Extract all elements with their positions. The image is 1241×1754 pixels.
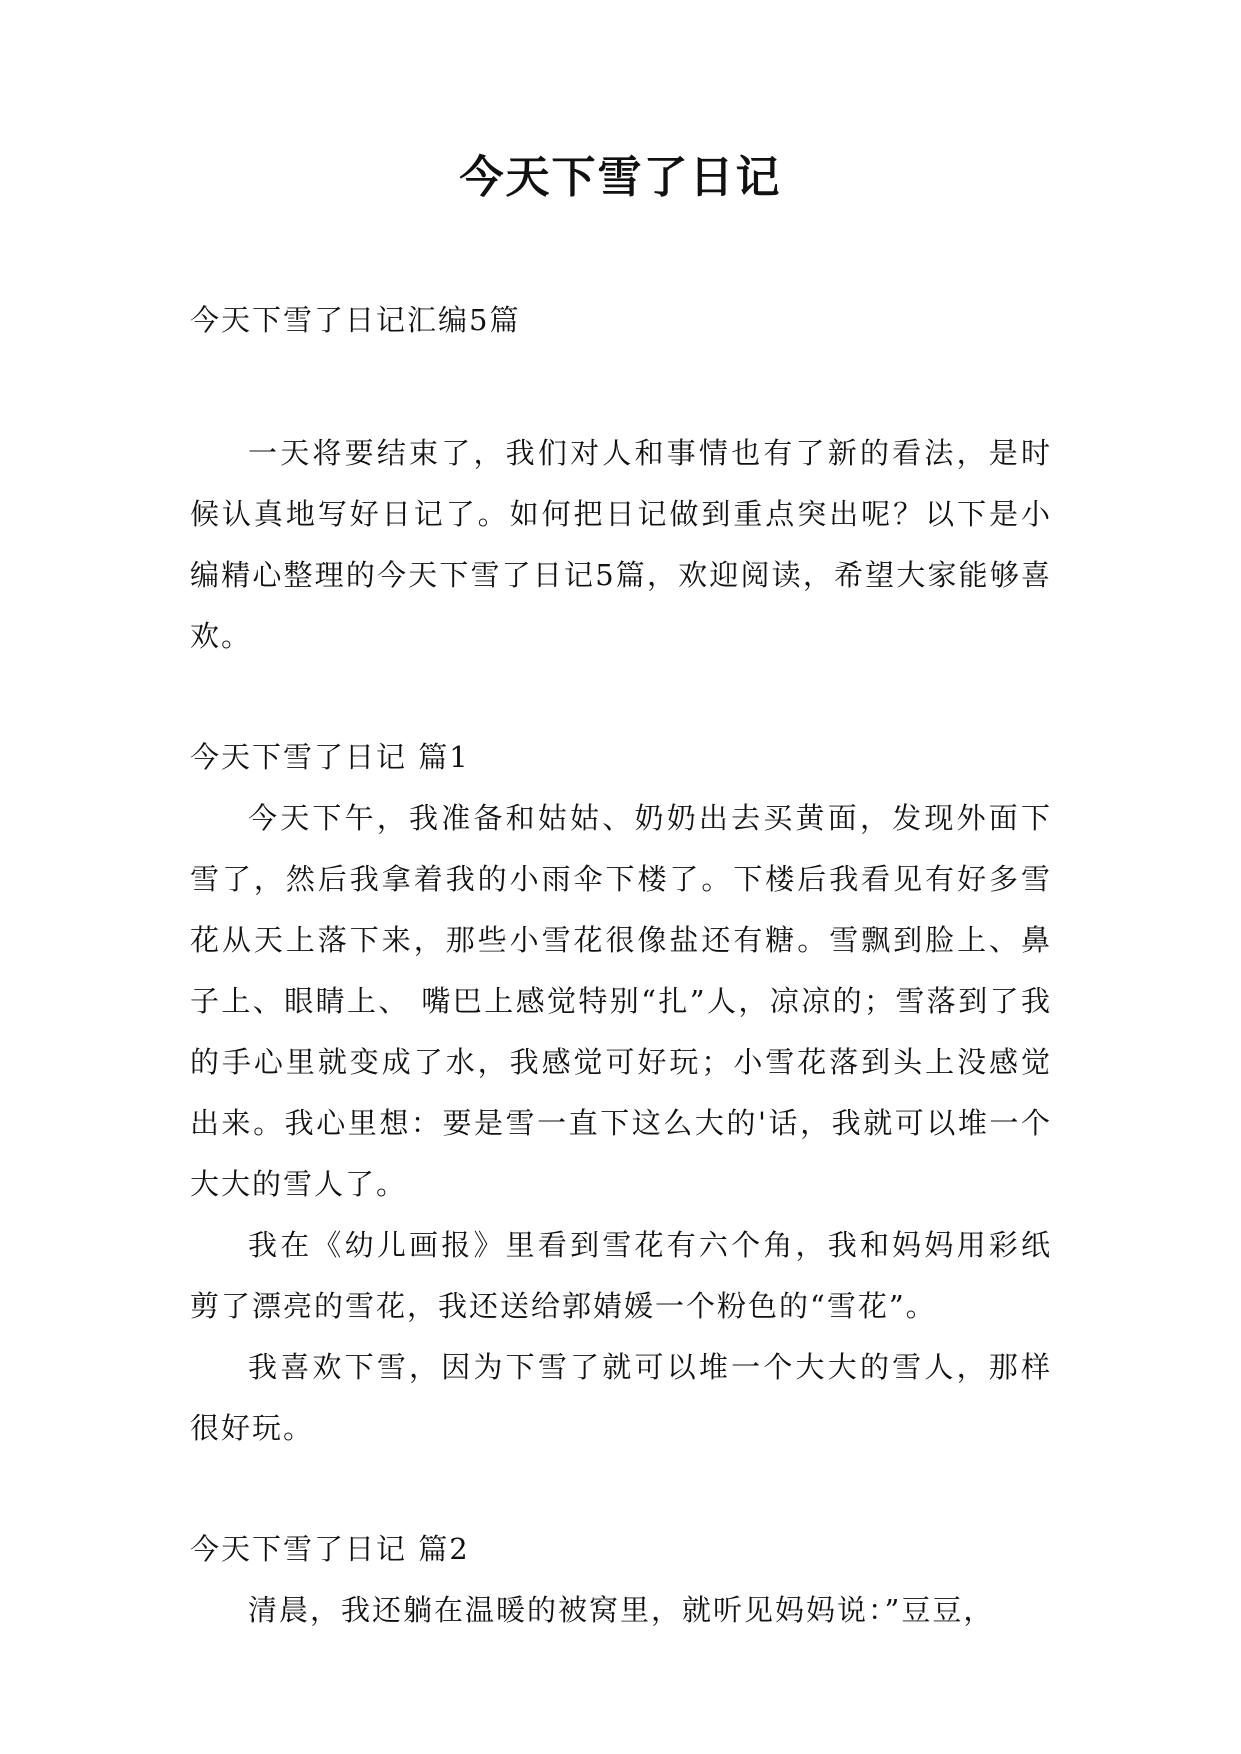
section-paragraph: 我喜欢下雪，因为下雪了就可以堆一个大大的雪人，那样很好玩。 bbox=[190, 1350, 1052, 1445]
section-paragraph: 清晨，我还躺在温暖的被窝里，就听见妈妈说：”豆豆， bbox=[248, 1593, 995, 1627]
diary-section-1 bbox=[190, 727, 1052, 1459]
section-paragraph: 今天下午，我准备和姑姑、奶奶出去买黄面，发现外面下雪了，然后我拿着我的小雨伞下楼了。下楼后我看见有好多雪花从天上落下来，那些小雪花很像盐还有糖。雪飘到脸上、鼻子上、眼睛上、 嘴巴上感觉特别“扎”人，凉凉的；雪落到了我的手心里就变成了水，我感觉可好玩；小雪花落到头上没感觉出来。我心里想：要是雪一直下这么大的'话，我就可以堆一个大大的雪人了。 bbox=[190, 801, 1052, 1201]
intro-paragraph: 一天将要结束了，我们对人和事情也有了新的看法，是时候认真地写好日记了。如何把日记做到重点突出呢？以下是小编精心整理的今天下雪了日记5篇，欢迎阅读，希望大家能够喜欢。 bbox=[190, 436, 1052, 653]
document-body bbox=[190, 290, 1052, 1641]
diary-section-2 bbox=[190, 1519, 1052, 1641]
spacer bbox=[190, 667, 1052, 727]
section-heading: 今天下雪了日记 篇1 bbox=[190, 740, 470, 774]
document-title: 今天下雪了日记 bbox=[459, 152, 782, 203]
section-heading: 今天下雪了日记 篇2 bbox=[190, 1532, 470, 1566]
spacer bbox=[190, 351, 1052, 423]
section-paragraph: 我在《幼儿画报》里看到雪花有六个角，我和妈妈用彩纸剪了漂亮的雪花，我还送给郭婧媛一个粉色的“雪花”。 bbox=[190, 1228, 1052, 1323]
document-subtitle: 今天下雪了日记汇编5篇 bbox=[190, 303, 521, 337]
spacer bbox=[190, 1459, 1052, 1519]
